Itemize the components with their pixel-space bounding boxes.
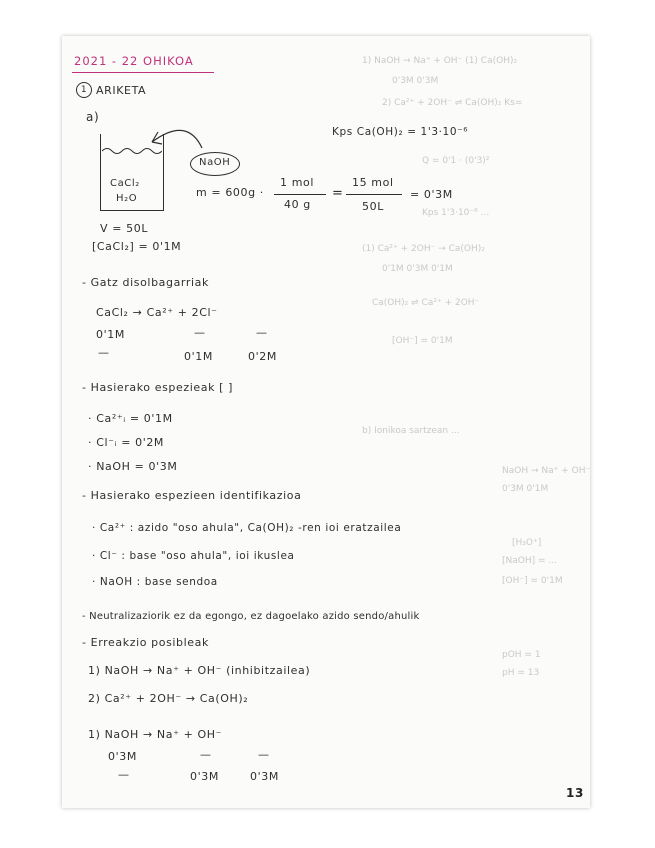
bleed-line: 0'3M 0'3M <box>392 76 439 86</box>
gatz-row2-c: 0'2M <box>248 350 277 363</box>
bleed-line: (1) Ca²⁺ + 2OH⁻ → Ca(OH)₂ <box>362 244 485 254</box>
bleed-line: Kps 1'3·10⁻⁶ ... <box>422 208 490 218</box>
page-number: 13 <box>566 786 584 800</box>
bleed-line: [NaOH] = ... <box>502 556 557 566</box>
calc-denominator: 40 g <box>284 198 311 211</box>
mass-calc: m = 600g · <box>196 186 264 199</box>
identifikazioa-heading: - Hasierako espezieen identifikazioa <box>82 489 302 502</box>
bleed-line: NaOH → Na⁺ + OH⁻ <box>502 466 590 476</box>
kps-label: Kps Ca(OH)₂ = 1'3·10⁻⁶ <box>332 126 469 138</box>
beaker-label-h2o: H₂O <box>116 193 138 204</box>
reaction-3-dash-c: — <box>258 748 270 761</box>
identifikazioa-item: · Cl⁻ : base "oso ahula", ioi ikuslea <box>92 550 295 562</box>
page-title: 2021 - 22 OHIKOA <box>74 54 194 68</box>
bleed-line: b) Ionikoa sartzean ... <box>362 426 460 436</box>
gatz-heading: - Gatz disolbagarriak <box>82 276 209 289</box>
gatz-reaction: CaCl₂ → Ca²⁺ + 2Cl⁻ <box>96 306 218 319</box>
bleed-line: 1) NaOH → Na⁺ + OH⁻ (1) Ca(OH)₂ <box>362 56 518 66</box>
reaction-1: 1) NaOH → Na⁺ + OH⁻ (inhibitzailea) <box>88 664 311 677</box>
gatz-row1-b: — <box>194 326 206 339</box>
calc-numerator: 1 mol <box>280 176 314 189</box>
identifikazioa-item: · Ca²⁺ : azido "oso ahula", Ca(OH)₂ -ren ioi eratzailea <box>92 522 402 534</box>
naoh-label: NaOH <box>199 157 231 168</box>
reaction-3-dash-b: — <box>200 748 212 761</box>
bleed-line: 0'1M 0'3M 0'1M <box>382 264 453 274</box>
beaker-label-cacl2: CaCl₂ <box>110 178 140 189</box>
erreakzio-heading: - Erreakzio posibleak <box>82 636 209 649</box>
reaction-3: 1) NaOH → Na⁺ + OH⁻ <box>88 728 223 741</box>
part-a-label: a) <box>86 110 100 124</box>
identifikazioa-item: · NaOH : base sendoa <box>92 576 218 588</box>
ariketa-number: 1 <box>76 82 92 98</box>
reaction-2: 2) Ca²⁺ + 2OH⁻ → Ca(OH)₂ <box>88 692 249 705</box>
bleed-line: [H₃O⁺] <box>512 538 542 548</box>
ariketa-label: ARIKETA <box>96 84 147 97</box>
reaction-3-conc-f: 0'3M <box>250 770 279 783</box>
calc-equals: = <box>332 186 344 201</box>
calc-result: = 0'3M <box>410 188 453 201</box>
fraction-line <box>274 194 326 195</box>
title-underline <box>72 72 214 73</box>
concentration-label: [CaCl₂] = 0'1M <box>92 240 182 253</box>
hasierako-item: · Cl⁻ᵢ = 0'2M <box>88 436 165 449</box>
reaction-3-dash-d: — <box>118 768 130 781</box>
bleed-line: Q = 0'1 · (0'3)² <box>422 156 490 166</box>
gatz-row2-a: — <box>98 346 110 359</box>
bleed-line: pH = 13 <box>502 668 540 678</box>
fraction-line-2 <box>346 194 402 195</box>
volume-label: V = 50L <box>100 222 149 235</box>
bleed-line: 0'3M 0'1M <box>502 484 549 494</box>
hasierako-item: · Ca²⁺ᵢ = 0'1M <box>88 412 173 425</box>
bleed-line: pOH = 1 <box>502 650 541 660</box>
gatz-row2-b: 0'1M <box>184 350 213 363</box>
bleed-line: [OH⁻] = 0'1M <box>392 336 453 346</box>
bleed-line: [OH⁻] = 0'1M <box>502 576 563 586</box>
bleed-line: 2) Ca²⁺ + 2OH⁻ ⇌ Ca(OH)₂ Ks= <box>382 98 523 108</box>
hasierako-item: · NaOH = 0'3M <box>88 460 178 473</box>
gatz-row1-c: — <box>256 326 268 339</box>
reaction-3-conc-a: 0'3M <box>108 750 137 763</box>
notebook-page <box>62 36 590 808</box>
reaction-3-conc-e: 0'3M <box>190 770 219 783</box>
hasierako-heading: - Hasierako espezieak [ ] <box>82 381 234 394</box>
calc-denominator-2: 50L <box>362 200 384 213</box>
gatz-row1-a: 0'1M <box>96 328 125 341</box>
bleed-line: Ca(OH)₂ ⇌ Ca²⁺ + 2OH⁻ <box>372 298 480 308</box>
neutral-note: - Neutralizaziorik ez da egongo, ez dagoelako azido sendo/ahulik <box>82 611 420 622</box>
calc-numerator-2: 15 mol <box>352 176 394 189</box>
